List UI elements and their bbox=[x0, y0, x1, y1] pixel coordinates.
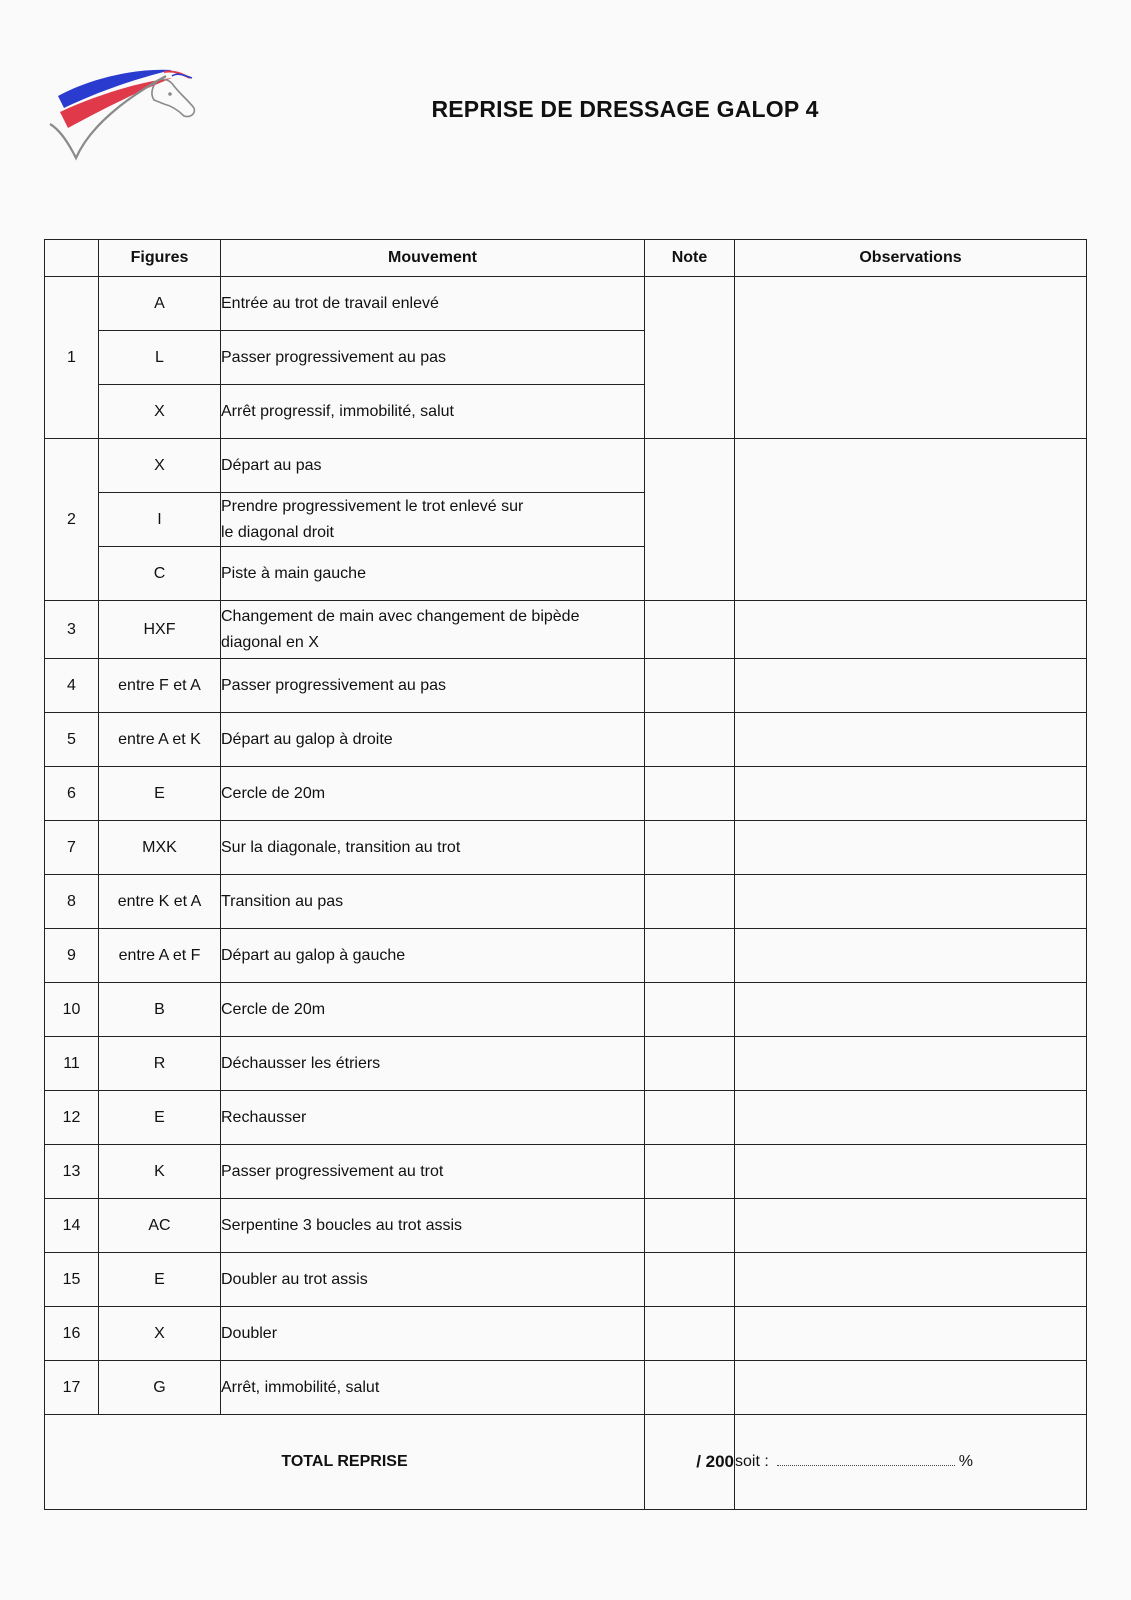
row-number: 11 bbox=[45, 1037, 99, 1091]
mouvement-cell: Rechausser bbox=[221, 1091, 645, 1145]
mouvement-line: diagonal en X bbox=[221, 633, 319, 651]
figure-cell: E bbox=[99, 767, 221, 821]
note-cell[interactable] bbox=[645, 875, 735, 929]
table-row bbox=[45, 601, 1087, 659]
note-cell[interactable] bbox=[645, 983, 735, 1037]
observations-cell[interactable] bbox=[735, 983, 1087, 1037]
observations-cell[interactable] bbox=[735, 713, 1087, 767]
observations-cell[interactable] bbox=[735, 821, 1087, 875]
figure-cell: L bbox=[99, 331, 221, 385]
mouvement-cell: Départ au galop à droite bbox=[221, 713, 645, 767]
percent-sign: % bbox=[958, 1453, 974, 1470]
table-row bbox=[45, 1199, 1087, 1253]
note-cell[interactable] bbox=[645, 767, 735, 821]
figure-cell: G bbox=[99, 1361, 221, 1415]
mouvement-cell: Départ au galop à gauche bbox=[221, 929, 645, 983]
observations-cell[interactable] bbox=[735, 1307, 1087, 1361]
row-number: 7 bbox=[45, 821, 99, 875]
total-row bbox=[45, 1415, 1087, 1510]
observations-cell[interactable] bbox=[735, 277, 1087, 439]
header-observations: Observations bbox=[735, 240, 1087, 277]
observations-cell[interactable] bbox=[735, 1253, 1087, 1307]
mouvement-cell: Cercle de 20m bbox=[221, 767, 645, 821]
note-cell[interactable] bbox=[645, 659, 735, 713]
mouvement-cell: Passer progressivement au pas bbox=[221, 331, 645, 385]
observations-cell[interactable] bbox=[735, 1199, 1087, 1253]
observations-cell[interactable] bbox=[735, 659, 1087, 713]
table-row bbox=[45, 277, 1087, 331]
figure-cell: E bbox=[99, 1253, 221, 1307]
row-number: 6 bbox=[45, 767, 99, 821]
figure-cell: entre A et F bbox=[99, 929, 221, 983]
header-mouvement: Mouvement bbox=[221, 240, 645, 277]
row-number: 17 bbox=[45, 1361, 99, 1415]
mouvement-cell bbox=[221, 601, 645, 659]
table-row bbox=[45, 929, 1087, 983]
mouvement-cell: Passer progressivement au pas bbox=[221, 659, 645, 713]
row-number: 3 bbox=[45, 601, 99, 659]
figure-cell: A bbox=[99, 277, 221, 331]
row-number: 10 bbox=[45, 983, 99, 1037]
table-row bbox=[45, 1361, 1087, 1415]
figure-cell: MXK bbox=[99, 821, 221, 875]
row-number: 8 bbox=[45, 875, 99, 929]
page-title: REPRISE DE DRESSAGE GALOP 4 bbox=[431, 96, 819, 122]
note-cell[interactable] bbox=[645, 929, 735, 983]
table-row bbox=[45, 983, 1087, 1037]
mouvement-cell: Transition au pas bbox=[221, 875, 645, 929]
note-cell[interactable] bbox=[645, 1361, 735, 1415]
note-cell[interactable] bbox=[645, 1253, 735, 1307]
table-header-row bbox=[45, 240, 1087, 277]
observations-cell[interactable] bbox=[735, 1361, 1087, 1415]
total-note: / 200 bbox=[645, 1415, 735, 1510]
dressage-score-table bbox=[44, 239, 1087, 1510]
table-row bbox=[45, 821, 1087, 875]
note-cell[interactable] bbox=[645, 821, 735, 875]
mouvement-cell: Départ au pas bbox=[221, 439, 645, 493]
note-cell[interactable] bbox=[645, 601, 735, 659]
figure-cell: C bbox=[99, 547, 221, 601]
mouvement-cell: Arrêt, immobilité, salut bbox=[221, 1361, 645, 1415]
mouvement-cell: Passer progressivement au trot bbox=[221, 1145, 645, 1199]
row-number: 2 bbox=[45, 439, 99, 601]
table-row bbox=[45, 439, 1087, 493]
mouvement-cell: Sur la diagonale, transition au trot bbox=[221, 821, 645, 875]
row-number: 13 bbox=[45, 1145, 99, 1199]
header-note: Note bbox=[645, 240, 735, 277]
note-cell[interactable] bbox=[645, 1199, 735, 1253]
row-number: 5 bbox=[45, 713, 99, 767]
note-cell[interactable] bbox=[645, 1037, 735, 1091]
mouvement-cell: Entrée au trot de travail enlevé bbox=[221, 277, 645, 331]
observations-cell[interactable] bbox=[735, 1091, 1087, 1145]
mouvement-line: Changement de main avec changement de bipède bbox=[221, 607, 580, 625]
mouvement-line: Prendre progressivement le trot enlevé sur bbox=[221, 497, 524, 515]
figure-cell: AC bbox=[99, 1199, 221, 1253]
table-row bbox=[45, 1037, 1087, 1091]
figure-cell: entre F et A bbox=[99, 659, 221, 713]
note-cell[interactable] bbox=[645, 277, 735, 439]
mouvement-cell: Déchausser les étriers bbox=[221, 1037, 645, 1091]
table-row bbox=[45, 713, 1087, 767]
mouvement-cell: Arrêt progressif, immobilité, salut bbox=[221, 385, 645, 439]
mouvement-cell: Cercle de 20m bbox=[221, 983, 645, 1037]
note-cell[interactable] bbox=[645, 1091, 735, 1145]
table-row bbox=[45, 1145, 1087, 1199]
mouvement-line: le diagonal droit bbox=[221, 523, 334, 541]
note-cell[interactable] bbox=[645, 439, 735, 601]
header-num bbox=[45, 240, 99, 277]
total-percent-field[interactable] bbox=[735, 1415, 1087, 1510]
figure-cell: R bbox=[99, 1037, 221, 1091]
observations-cell[interactable] bbox=[735, 439, 1087, 601]
table-row bbox=[45, 767, 1087, 821]
row-number: 1 bbox=[45, 277, 99, 439]
mouvement-cell: Piste à main gauche bbox=[221, 547, 645, 601]
figure-cell: X bbox=[99, 439, 221, 493]
figure-cell: K bbox=[99, 1145, 221, 1199]
mouvement-cell: Doubler au trot assis bbox=[221, 1253, 645, 1307]
table-row bbox=[45, 875, 1087, 929]
row-number: 15 bbox=[45, 1253, 99, 1307]
figure-cell: entre K et A bbox=[99, 875, 221, 929]
observations-cell[interactable] bbox=[735, 929, 1087, 983]
observations-cell[interactable] bbox=[735, 1037, 1087, 1091]
note-cell[interactable] bbox=[645, 1307, 735, 1361]
mouvement-cell: Serpentine 3 boucles au trot assis bbox=[221, 1199, 645, 1253]
table-row bbox=[45, 1091, 1087, 1145]
observations-cell[interactable] bbox=[735, 601, 1087, 659]
mouvement-cell: Doubler bbox=[221, 1307, 645, 1361]
figure-cell: HXF bbox=[99, 601, 221, 659]
figure-cell: I bbox=[99, 493, 221, 547]
table-row bbox=[45, 659, 1087, 713]
note-cell[interactable] bbox=[645, 1145, 735, 1199]
observations-cell[interactable] bbox=[735, 875, 1087, 929]
header-figures: Figures bbox=[99, 240, 221, 277]
horse-head-logo-icon bbox=[46, 66, 206, 166]
figure-cell: B bbox=[99, 983, 221, 1037]
row-number: 9 bbox=[45, 929, 99, 983]
figure-cell: X bbox=[99, 1307, 221, 1361]
figure-cell: E bbox=[99, 1091, 221, 1145]
dotted-fill-line bbox=[777, 1464, 955, 1466]
figure-cell: entre A et K bbox=[99, 713, 221, 767]
note-cell[interactable] bbox=[645, 713, 735, 767]
table-row bbox=[45, 1307, 1087, 1361]
observations-cell[interactable] bbox=[735, 1145, 1087, 1199]
row-number: 16 bbox=[45, 1307, 99, 1361]
row-number: 14 bbox=[45, 1199, 99, 1253]
observations-cell[interactable] bbox=[735, 767, 1087, 821]
soit-label: soit : bbox=[735, 1453, 769, 1470]
row-number: 4 bbox=[45, 659, 99, 713]
figure-cell: X bbox=[99, 385, 221, 439]
mouvement-cell bbox=[221, 493, 645, 547]
row-number: 12 bbox=[45, 1091, 99, 1145]
table-row bbox=[45, 1253, 1087, 1307]
total-label: TOTAL REPRISE bbox=[45, 1415, 645, 1510]
